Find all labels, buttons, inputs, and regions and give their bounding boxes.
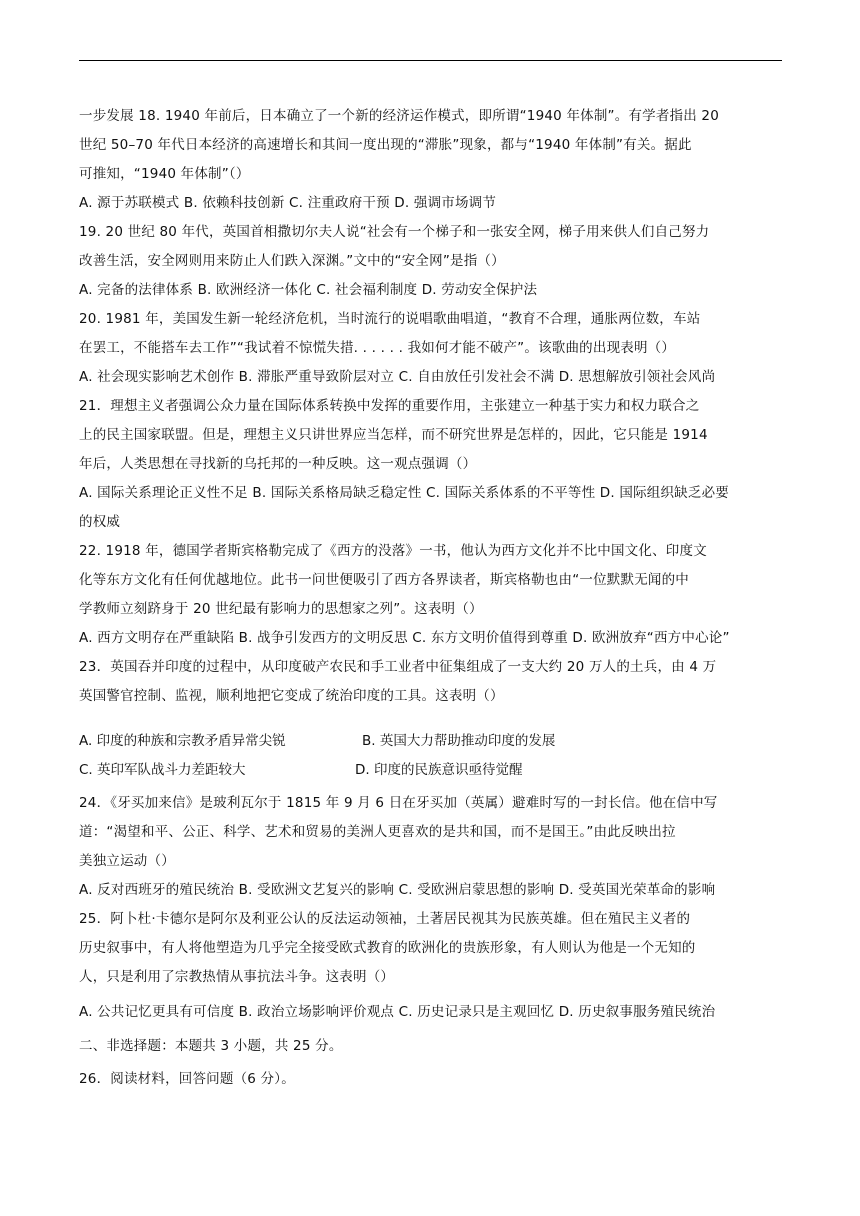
text-line: 年后，人类思想在寻找新的乌托邦的一种反映。这一观点强调（）	[79, 456, 477, 472]
text-line: 上的民主国家联盟。但是，理想主义只讲世界应当怎样，而不研究世界是怎样的，因此，它只能是 1914	[79, 427, 708, 443]
text-line: 历史叙事中，有人将他塑造为几乎完全接受欧式教育的欧洲化的贵族形象，有人则认为他是一个无知的	[79, 940, 696, 956]
text-line: 一步发展 18. 1940 年前后，日本确立了一个新的经济运作模式，即所谓“1940 年体制”。有学者指出 20	[79, 108, 720, 124]
option-q23-a: A. 印度的种族和宗教矛盾异常尖锐	[79, 733, 286, 749]
options-q18: A. 源于苏联模式 B. 依赖科技创新 C. 注重政府干预 D. 强调市场调节	[79, 195, 497, 211]
text-line: 道：“渴望和平、公正、科学、艺术和贸易的美洲人更喜欢的是共和国，而不是国王。”由此反映出拉	[79, 824, 676, 840]
text-line: 可推知，“1940 年体制”（）	[79, 166, 250, 182]
text-line: 人，只是利用了宗教热情从事抗法斗争。这表明（）	[79, 969, 395, 985]
text-line: 25．阿卜杜·卡德尔是阿尔及利亚公认的反法运动领袖，土著居民视其为民族英雄。但在殖民主义者的	[79, 911, 691, 927]
text-line: 21．理想主义者强调公众力量在国际体系转换中发挥的重要作用，主张建立一种基于实力和权力联合之	[79, 398, 700, 414]
option-q23-c: C. 英印军队战斗力差距较大	[79, 762, 246, 778]
text-line: 22. 1918 年，德国学者斯宾格勒完成了《西方的没落》一书，他认为西方文化并不比中国文化、印度文	[79, 543, 707, 559]
section-heading: 二、非选择题：本题共 3 小题，共 25 分。	[79, 1038, 343, 1054]
text-line: 23．英国吞并印度的过程中，从印度破产农民和手工业者中征集组成了一支大约 20 万人的土兵，由 4 万	[79, 659, 717, 675]
text-line: 美独立运动（）	[79, 853, 175, 869]
option-q23-b: B. 英国大力帮助推动印度的发展	[362, 733, 556, 749]
text-line: 的权威	[79, 514, 121, 530]
header-rule	[79, 60, 782, 61]
text-line: 改善生活，安全网则用来防止人们跌入深渊。”文中的“安全网”是指（）	[79, 253, 505, 269]
options-q22: A. 西方文明存在严重缺陷 B. 战争引发西方的文明反思 C. 东方文明价值得到尊重 D. 欧洲放弃“西方中心论”	[79, 630, 730, 646]
option-q23-d: D. 印度的民族意识亟待觉醒	[355, 762, 523, 778]
text-line: 化等东方文化有任何优越地位。此书一问世便吸引了西方各界读者，斯宾格勒也由“一位默默无闻的中	[79, 572, 689, 588]
text-line: 英国警官控制、监视，顺利地把它变成了统治印度的工具。这表明（）	[79, 688, 504, 704]
text-line: 世纪 50–70 年代日本经济的高速增长和其间一度出现的“滞胀”现象，都与“1940 年体制”有关。据此	[79, 137, 692, 153]
text-line: 26．阅读材料，回答问题（6 分）。	[79, 1071, 295, 1087]
text-line: 19. 20 世纪 80 年代，英国首相撒切尔夫人说“社会有一个梯子和一张安全网，梯子用来供人们自己努力	[79, 224, 710, 240]
text-line: 在罢工，不能搭车去工作”“我试着不惊慌失措. . . . . . 我如何才能不破产”。该歌曲的出现表明（）	[79, 340, 676, 356]
text-line: 20. 1981 年，美国发生新一轮经济危机，当时流行的说唱歌曲唱道，“教育不合理，通胀两位数，车站	[79, 311, 701, 327]
options-q19: A. 完备的法律体系 B. 欧洲经济一体化 C. 社会福利制度 D. 劳动安全保护法	[79, 282, 538, 298]
options-q21: A. 国际关系理论正义性不足 B. 国际关系格局缺乏稳定性 C. 国际关系体系的不平等性 D. 国际组织缺乏必要	[79, 485, 729, 501]
options-q20: A. 社会现实影响艺术创作 B. 滞胀严重导致阶层对立 C. 自由放任引发社会不满 D. 思想解放引领社会风尚	[79, 369, 716, 385]
options-q25: A. 公共记忆更具有可信度 B. 政治立场影响评价观点 C. 历史记录只是主观回忆 D. 历史叙事服务殖民统治	[79, 1004, 716, 1020]
text-line: 24．《牙买加来信》是玻利瓦尔于 1815 年 9 月 6 日在牙买加（英属）避难时写的一封长信。他在信中写	[79, 795, 718, 811]
options-q24: A. 反对西班牙的殖民统治 B. 受欧洲文艺复兴的影响 C. 受欧洲启蒙思想的影响 D. 受英国光荣革命的影响	[79, 882, 716, 898]
text-line: 学教师立刻跻身于 20 世纪最有影响力的思想家之列”。这表明（）	[79, 601, 483, 617]
